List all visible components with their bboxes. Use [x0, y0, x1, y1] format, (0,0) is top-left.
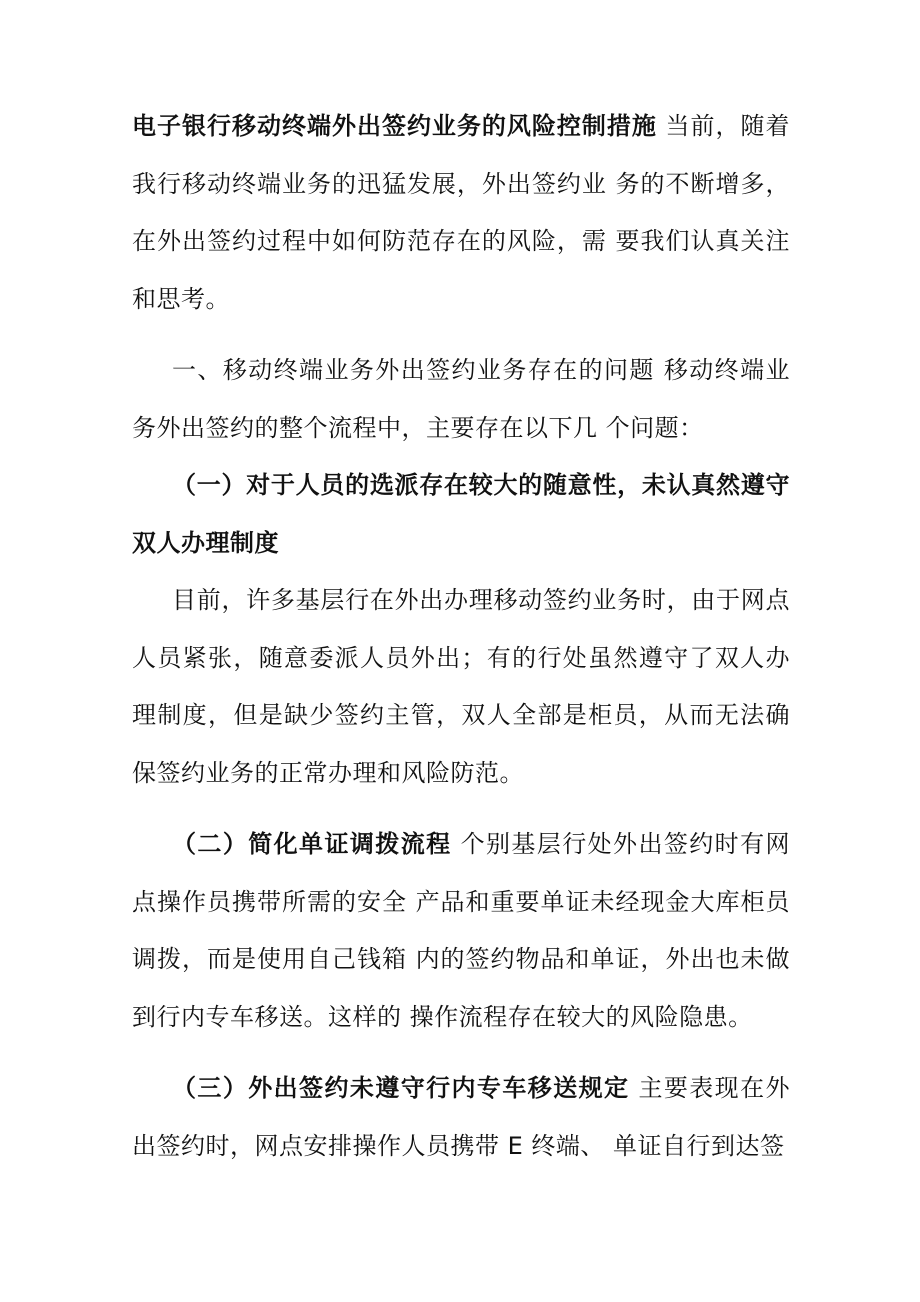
subsection-heading-one: [132, 457, 790, 572]
paragraph-text: 一、移动终端业务外出签约业务存在的问题 移动终端业务外出签约的整个流程中，主要存在以下几 个问题：: [132, 356, 790, 442]
document-title: 电子银行移动终端外出签约业务的风险控制措施: [132, 112, 657, 140]
subsection-title: （三）外出签约未遵守行内专车移送规定: [172, 1074, 630, 1102]
paragraph-text: 目前，许多基层行在外出办理移动签约业务时，由于网点人员紧张，随意委派人员外出；有的行处虽然遵守了双人办理制度，但是缺少签约主管，双人全部是柜员，从而无法确保签约业务的正常办理和风险防范。: [132, 586, 790, 787]
subsection-title: （一）对于人员的选派存在较大的随意性，未认真然遵守双人办理制度: [132, 471, 790, 557]
subsection-one-body: [132, 572, 790, 802]
paragraph-text: 个别基层行处外出签约时有网点操作员携带所需的安全 产品和重要单证未经现金大库柜员调拨，而是使用自己钱箱 内的签约物品和单证，外出也未做到行内专车移送。这样的 操作流程存在较大的风险隐患。: [132, 830, 790, 1031]
intro-paragraph: [132, 98, 790, 328]
paragraph-text: 当前，随着我行移动终端业务的迅猛发展，外出签约业 务的不断增多，在外出签约过程中如何防范存在的风险，需 要我们认真关注和思考。: [132, 112, 790, 313]
paragraph-text: 主要表现在外出签约时，网点安排操作人员携带 E 终端、 单证自行到达签: [132, 1074, 790, 1160]
subsection-three-paragraph: [132, 1060, 790, 1175]
subsection-title: （二）简化单证调拨流程: [172, 830, 452, 858]
section-one-paragraph: [132, 342, 790, 457]
subsection-two-paragraph: [132, 816, 790, 1046]
